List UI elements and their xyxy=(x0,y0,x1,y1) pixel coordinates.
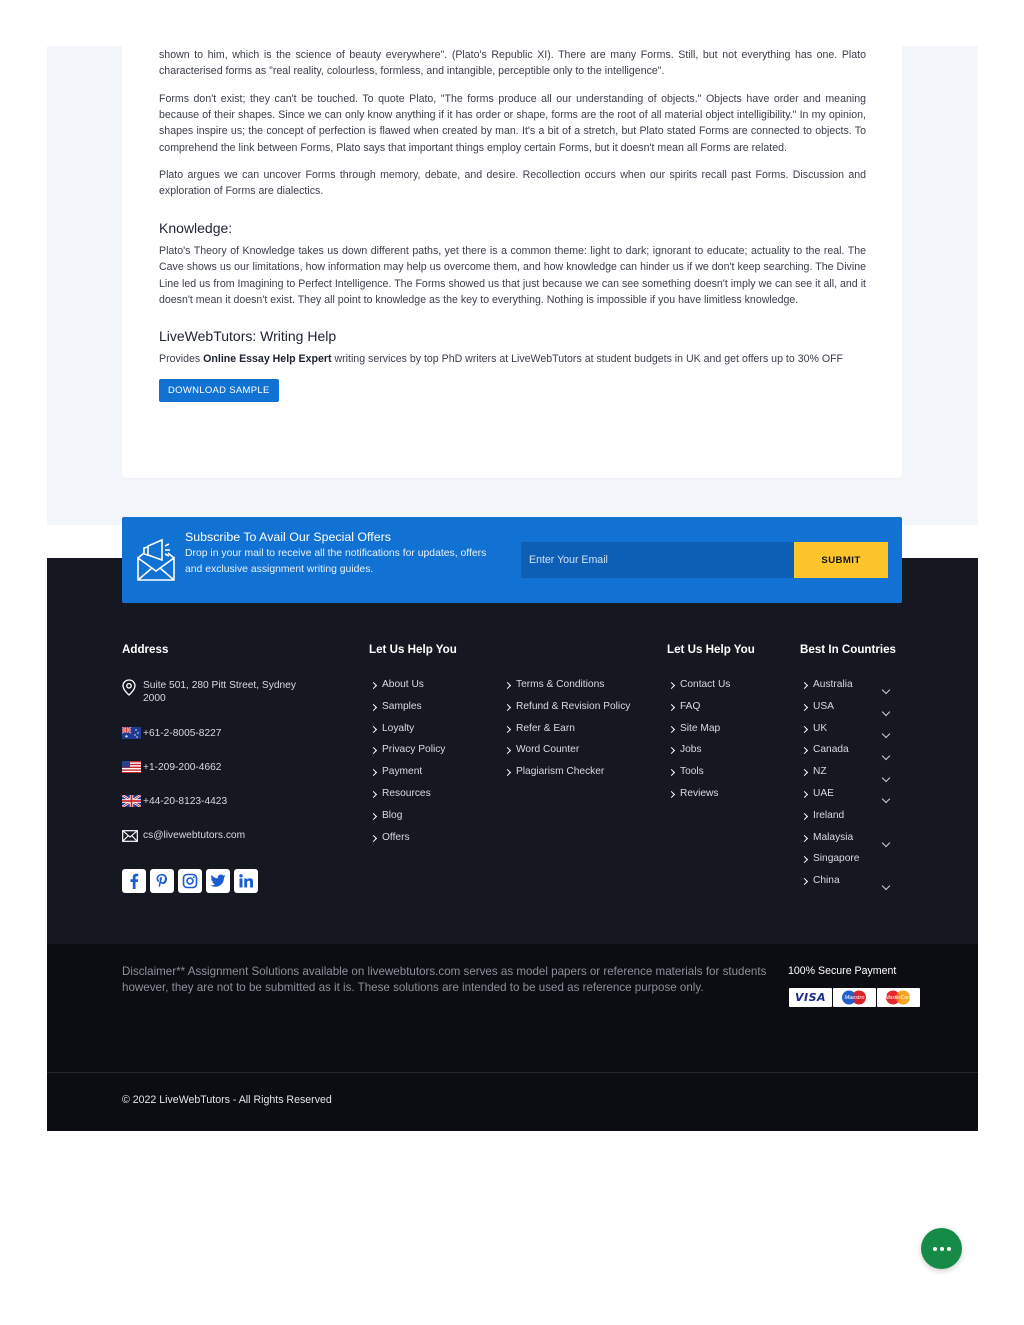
help-heading-2: Let Us Help You xyxy=(667,643,755,656)
writing-help-heading: LiveWebTutors: Writing Help xyxy=(159,328,337,345)
phone-au: +61-2-8005-8227 xyxy=(143,728,222,739)
address-heading: Address xyxy=(122,643,169,656)
phone-uk: +44-20-8123-4423 xyxy=(143,796,228,807)
footer-link-samples[interactable]: Samples xyxy=(371,701,445,723)
secure-payment-label: 100% Secure Payment xyxy=(788,965,897,977)
footer-link-jobs[interactable]: Jobs xyxy=(669,744,730,766)
phone-uk-row[interactable] xyxy=(122,795,227,808)
country-link-china[interactable]: China xyxy=(802,875,859,897)
linkedin-icon[interactable] xyxy=(234,869,258,893)
download-sample-button[interactable]: DOWNLOAD SAMPLE xyxy=(159,379,279,402)
megaphone-envelope-icon xyxy=(136,538,176,582)
copyright-text: © 2022 LiveWebTutors - All Rights Reserved xyxy=(122,1094,332,1106)
article-paragraph-forms-intro: shown to him, which is the science of beauty everywhere". (Plato's Republic XI). There are many Forms. Still, but not everything has one. Plato characterised forms as "real reality, colourless, formless, and intangible, perceptible only to the intelligence". xyxy=(159,49,866,78)
footer-divider xyxy=(47,1072,978,1073)
writing-help-paragraph xyxy=(159,351,866,367)
footer-link-payment[interactable]: Payment xyxy=(371,766,445,788)
footer-link-about-us[interactable]: About Us xyxy=(371,679,445,701)
facebook-icon[interactable] xyxy=(122,869,146,893)
envelope-icon xyxy=(122,830,138,842)
phone-au-row[interactable] xyxy=(122,727,221,740)
countries-list xyxy=(802,679,859,897)
maestro-card-icon: Maestro xyxy=(833,988,876,1007)
phone-us: +1-209-200-4662 xyxy=(143,762,222,773)
country-link-singapore[interactable]: Singapore xyxy=(802,853,859,875)
help-links-2 xyxy=(505,679,630,788)
footer-link-tools[interactable]: Tools xyxy=(669,766,730,788)
article-paragraph-uncover-forms: Plato argues we can uncover Forms through memory, debate, and desire. Recollection occurs when our spirits recall past Forms. Discussion and exploration of Forms are dialectics. xyxy=(159,169,866,198)
pinterest-icon[interactable] xyxy=(150,869,174,893)
usa-flag-icon xyxy=(122,761,141,773)
email-address: cs@livewebtutors.com xyxy=(143,830,246,841)
essay-help-link[interactable]: Online Essay Help Expert xyxy=(203,353,332,366)
writing-help-prefix: Provides xyxy=(159,353,204,366)
help-links-1 xyxy=(371,679,445,853)
country-link-nz[interactable]: NZ xyxy=(802,766,859,788)
country-link-canada[interactable]: Canada xyxy=(802,744,859,766)
subscribe-description: Drop in your mail to receive all the notifications for updates, offers and exclusive assignment writing guides. xyxy=(185,548,487,576)
australia-flag-icon xyxy=(122,727,141,739)
footer-link-refer-earn[interactable]: Refer & Earn xyxy=(505,723,630,745)
visa-card-icon: VISA xyxy=(789,988,832,1007)
article-paragraph-knowledge: Plato's Theory of Knowledge takes us down different paths, yet there is a common theme: light to dark; ignorant to educate; actuality to the real. The Cave shows us our limitations, how information may help us overcome them, and how knowledge can hinder us if we don't keep searching. The Divine Line led us from Imagining to Perfect Intelligence. The Forms showed us that just because we can see something doesn't imply we can see it all, and it doesn't mean it doesn't exist. They all point to knowledge as the key to everything. Nothing is impossible if you have limitless knowledge. xyxy=(159,244,866,307)
help-links-3 xyxy=(669,679,730,810)
footer-link-contact-us[interactable]: Contact Us xyxy=(669,679,730,701)
twitter-icon[interactable] xyxy=(206,869,230,893)
footer-link-faq[interactable]: FAQ xyxy=(669,701,730,723)
footer-link-loyalty[interactable]: Loyalty xyxy=(371,723,445,745)
writing-help-suffix: writing services by top PhD writers at LiveWebTutors at student budgets in UK and get offers up to 30% OFF xyxy=(331,353,844,366)
knowledge-heading: Knowledge: xyxy=(159,219,233,236)
footer-link-resources[interactable]: Resources xyxy=(371,788,445,810)
footer-link-offers[interactable]: Offers xyxy=(371,832,445,854)
address-row xyxy=(122,679,312,705)
countries-heading: Best In Countries xyxy=(800,643,896,656)
address-text: Suite 501, 280 Pitt Street, Sydney 2000 xyxy=(143,680,296,704)
instagram-icon[interactable] xyxy=(178,869,202,893)
footer-link-blog[interactable]: Blog xyxy=(371,810,445,832)
country-link-australia[interactable]: Australia xyxy=(802,679,859,701)
footer-link-refund-policy[interactable]: Refund & Revision Policy xyxy=(505,701,630,723)
country-link-ireland[interactable]: Ireland xyxy=(802,810,859,832)
country-link-uae[interactable]: UAE xyxy=(802,788,859,810)
help-heading-1: Let Us Help You xyxy=(369,643,457,656)
country-link-uk[interactable]: UK xyxy=(802,723,859,745)
email-row[interactable] xyxy=(122,829,245,842)
chat-dots-icon[interactable] xyxy=(921,1228,962,1269)
subscribe-banner xyxy=(122,517,902,603)
disclaimer-text: Disclaimer** Assignment Solutions available on livewebtutors.com serves as model papers or reference materials for students however, they are not to be submitted as it is. These solutions are intended to be used as reference purpose only. xyxy=(122,965,767,995)
footer-link-privacy-policy[interactable]: Privacy Policy xyxy=(371,744,445,766)
footer-link-word-counter[interactable]: Word Counter xyxy=(505,744,630,766)
footer-link-plagiarism-checker[interactable]: Plagiarism Checker xyxy=(505,766,630,788)
phone-us-row[interactable] xyxy=(122,761,221,774)
subscribe-email-input[interactable] xyxy=(521,542,794,578)
map-pin-icon xyxy=(122,679,136,696)
subscribe-title: Subscribe To Avail Our Special Offers xyxy=(185,530,391,544)
footer-link-terms[interactable]: Terms & Conditions xyxy=(505,679,630,701)
mastercard-card-icon: MasterCard xyxy=(877,988,920,1007)
subscribe-submit-button[interactable]: SUBMIT xyxy=(794,542,888,578)
country-link-malaysia[interactable]: Malaysia xyxy=(802,832,859,854)
footer-link-reviews[interactable]: Reviews xyxy=(669,788,730,810)
country-link-usa[interactable]: USA xyxy=(802,701,859,723)
article-content xyxy=(159,47,866,402)
article-paragraph-forms-exist: Forms don't exist; they can't be touched. To quote Plato, "The forms produce all our understanding of objects." Objects have order and meaning because of their shapes. Since we can only know anything if it has order or shape, forms are the root of all material object intelligibility." In my opinion, shapes inspire us; the concept of perfection is flawed when created by man. It's a bit of a stretch, but Plato stated Forms are connected to objects. To comprehend the link between Forms, Plato says that important things employ certain Forms, but it doesn't mean all Forms are related. xyxy=(159,92,866,154)
uk-flag-icon xyxy=(122,795,141,807)
footer-link-site-map[interactable]: Site Map xyxy=(669,723,730,745)
